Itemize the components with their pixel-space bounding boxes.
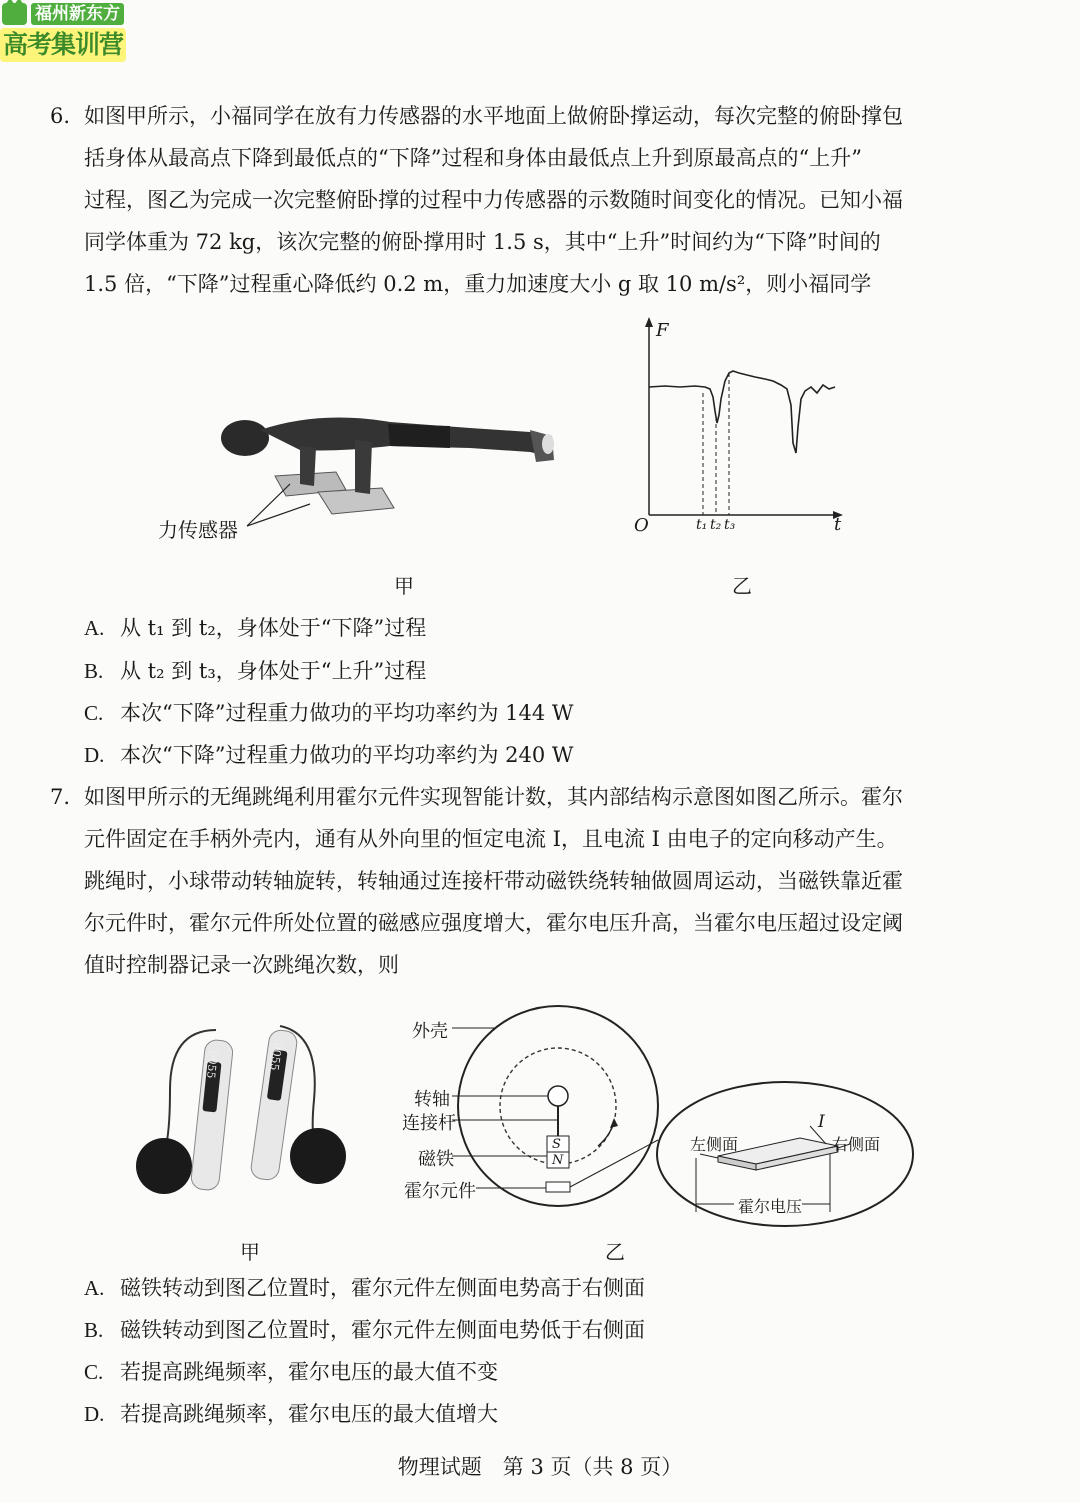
option-letter: C. <box>84 701 104 725</box>
q6-line-4: 同学体重为 72 kg，该次完整的俯卧撑用时 1.5 s，其中“上升”时间约为“下降”时间的 <box>84 230 881 254</box>
current-label: I <box>818 1112 825 1132</box>
option-letter: B. <box>84 659 104 683</box>
option-text: 磁铁转动到图乙位置时，霍尔元件左侧面电势低于右侧面 <box>120 1318 645 1342</box>
brand-logo <box>0 0 128 64</box>
q7-line-4: 尔元件时，霍尔元件所处位置的磁感应强度增大，霍尔电压升高，当霍尔电压超过设定阈 <box>84 911 903 935</box>
fig6-jia-caption: 甲 <box>394 574 414 598</box>
magnet-s-label: S <box>552 1137 561 1152</box>
cat-logo-icon <box>2 3 27 25</box>
option-letter: A. <box>84 1276 105 1300</box>
option-letter: D. <box>84 1402 105 1426</box>
axis-circle <box>548 1086 568 1106</box>
sensor-label: 力传感器 <box>158 518 238 542</box>
fig7-yi-caption: 乙 <box>605 1240 625 1264</box>
q6-line-5: 1.5 倍，“下降”过程重心降低约 0.2 m，重力加速度大小 g 取 10 m/s²，则小福同学 <box>84 272 872 296</box>
q7-line-1: 如图甲所示的无绳跳绳利用霍尔元件实现智能计数，其内部结构示意图如图乙所示。霍尔 <box>84 785 903 809</box>
logo-top <box>2 2 124 26</box>
fig7-jia-caption: 甲 <box>240 1240 260 1264</box>
logo-brand: 福州新东方 <box>31 3 124 25</box>
q7-option-c <box>84 1360 498 1384</box>
option-text: 若提高跳绳频率，霍尔电压的最大值增大 <box>120 1402 498 1426</box>
option-text: 本次“下降”过程重力做功的平均功率约为 144 W <box>120 701 574 725</box>
option-text: 从 t₂ 到 t₃，身体处于“上升”过程 <box>120 659 427 683</box>
q6-line-1: 如图甲所示，小福同学在放有力传感器的水平地面上做俯卧撑运动，每次完整的俯卧撑包 <box>84 104 903 128</box>
force-curve <box>649 371 835 453</box>
option-letter: D. <box>84 743 105 767</box>
y-axis-label: F <box>656 320 669 341</box>
q6-number: 6. <box>50 104 71 128</box>
q6-option-d <box>84 743 574 767</box>
q7-line-3: 跳绳时，小球带动转轴旋转，转轴通过连接杆带动磁铁绕转轴做圆周运动，当磁铁靠近霍 <box>84 869 903 893</box>
q7-number: 7. <box>50 785 71 809</box>
jump-rope-figure <box>130 1010 370 1205</box>
origin-label: O <box>634 515 649 536</box>
magnet-n-label: N <box>552 1153 564 1168</box>
left-display: 0055 <box>204 1049 220 1080</box>
y-axis-arrow-icon <box>645 317 653 327</box>
option-letter: B. <box>84 1318 104 1342</box>
right-ball <box>290 1128 346 1184</box>
force-time-graph <box>625 315 860 540</box>
q7-option-b <box>84 1318 645 1342</box>
q7-line-5: 值时控制器记录一次跳绳次数，则 <box>84 953 399 977</box>
q6-option-c <box>84 701 574 725</box>
option-text: 本次“下降”过程重力做功的平均功率约为 240 W <box>120 743 574 767</box>
label-shell: 外壳 <box>412 1021 448 1042</box>
q7-option-d <box>84 1402 498 1426</box>
option-text: 若提高跳绳频率，霍尔电压的最大值不变 <box>120 1360 498 1384</box>
hall-element <box>546 1182 570 1192</box>
internal-structure-figure <box>400 990 920 1250</box>
fig6-yi-caption: 乙 <box>732 574 752 598</box>
option-text: 从 t₁ 到 t₂，身体处于“下降”过程 <box>120 616 427 640</box>
t1-label: t₁ <box>696 517 708 533</box>
label-hall: 霍尔元件 <box>404 1181 476 1202</box>
page-footer: 物理试题 第 3 页（共 8 页） <box>397 1455 683 1479</box>
option-text: 磁铁转动到图乙位置时，霍尔元件左侧面电势高于右侧面 <box>120 1276 645 1300</box>
label-axis: 转轴 <box>414 1089 450 1110</box>
left-face-label: 左侧面 <box>690 1135 739 1154</box>
q6-line-3: 过程，图乙为完成一次完整俯卧撑的过程中力传感器的示数随时间变化的情况。已知小福 <box>84 188 903 212</box>
q6-line-2: 括身体从最高点下降到最低点的“下降”过程和身体由最低点上升到原最高点的“上升” <box>84 146 862 170</box>
x-axis-label: t <box>834 514 842 535</box>
right-display: 0055 <box>267 1041 285 1072</box>
t3-label: t₃ <box>724 517 736 533</box>
label-rod: 连接杆 <box>402 1113 456 1134</box>
logo-camp: 高考集训营 <box>0 28 126 62</box>
label-magnet: 磁铁 <box>418 1149 454 1170</box>
option-letter: A. <box>84 616 105 640</box>
left-ball <box>136 1138 192 1194</box>
option-letter: C. <box>84 1360 104 1384</box>
hall-voltage-label: 霍尔电压 <box>738 1197 803 1216</box>
t2-label: t₂ <box>710 517 722 533</box>
q6-option-b <box>84 659 426 683</box>
q7-line-2: 元件固定在手柄外壳内，通有从外向里的恒定电流 I，且电流 I 由电子的定向移动产生。 <box>84 827 898 851</box>
q7-option-a <box>84 1276 645 1300</box>
q6-option-a <box>84 616 426 640</box>
right-face-label: 右侧面 <box>832 1135 881 1154</box>
